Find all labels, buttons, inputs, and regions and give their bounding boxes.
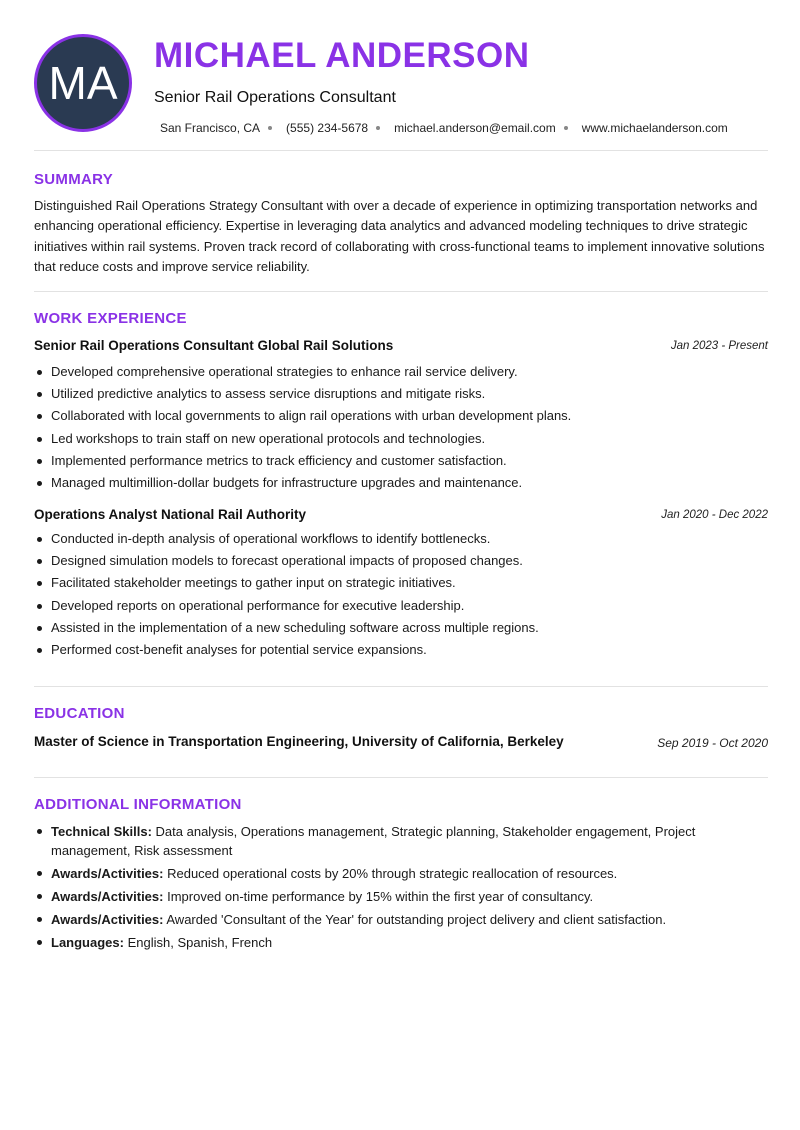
list-item: Developed reports on operational performance for executive leadership. [34, 596, 768, 618]
separator-dot-icon [268, 126, 272, 130]
education-date: Sep 2019 - Oct 2020 [657, 736, 768, 750]
education-heading: EDUCATION [34, 705, 125, 722]
resume-header [34, 34, 768, 138]
summary-text: Distinguished Rail Operations Strategy Consultant with over a decade of experience in optimizing transportation networks and enhancing operational efficiency. Expertise in leveraging data analytics and advanced modeling techniques to drive strategic initiatives within rail systems. Proven track record of collaborating with cross-functional teams to implement innovative solutions that reduce costs and improve service reliability. [34, 198, 765, 275]
candidate-title: Senior Rail Operations Consultant [154, 89, 396, 106]
additional-heading: ADDITIONAL INFORMATION [34, 796, 242, 813]
summary-heading: SUMMARY [34, 171, 114, 188]
additional-list [34, 822, 768, 956]
list-item: Developed comprehensive operational strategies to enhance rail service delivery. [34, 362, 768, 384]
list-item: Technical Skills: Data analysis, Operations management, Strategic planning, Stakeholder engagement, Project management, Risk assessment [34, 822, 768, 860]
list-item: Collaborated with local governments to align rail operations with urban development plans. [34, 406, 768, 428]
list-item: Assisted in the implementation of a new scheduling software across multiple regions. [34, 618, 768, 640]
experience-heading: WORK EXPERIENCE [34, 310, 187, 327]
job-bullets [34, 362, 768, 495]
education-entry [34, 734, 768, 752]
separator-dot-icon [376, 126, 380, 130]
candidate-name: MICHAEL ANDERSON [154, 36, 530, 75]
section-divider [34, 291, 768, 292]
list-item: Awards/Activities: Improved on-time performance by 15% within the first year of consultancy. [34, 887, 768, 906]
job-header [34, 507, 768, 525]
section-divider [34, 150, 768, 151]
list-item: Managed multimillion-dollar budgets for infrastructure upgrades and maintenance. [34, 473, 768, 495]
contact-location: San Francisco, CA [160, 121, 286, 135]
job-date: Jan 2020 - Dec 2022 [661, 509, 768, 521]
list-item: Conducted in-depth analysis of operational workflows to identify bottlenecks. [34, 529, 768, 551]
contact-website[interactable]: www.michaelanderson.com [581, 121, 728, 135]
list-item: Languages: English, Spanish, French [34, 933, 768, 952]
job-bullets [34, 529, 768, 662]
list-item: Led workshops to train staff on new operational protocols and technologies. [34, 429, 768, 451]
list-item: Awards/Activities: Reduced operational costs by 20% through strategic reallocation of resources. [34, 864, 768, 883]
separator-dot-icon [564, 126, 568, 130]
list-item: Implemented performance metrics to track efficiency and customer satisfaction. [34, 451, 768, 473]
avatar: MA [34, 34, 132, 132]
contact-phone: (555) 234-5678 [286, 121, 394, 135]
contact-email[interactable]: michael.anderson@email.com [394, 121, 582, 135]
job-role: Operations Analyst National Rail Authority [34, 507, 307, 522]
section-divider [34, 686, 768, 687]
degree: Master of Science in Transportation Engineering, University of California, Berkeley [34, 734, 564, 749]
list-item: Designed simulation models to forecast operational impacts of proposed changes. [34, 551, 768, 573]
list-item: Utilized predictive analytics to assess service disruptions and mitigate risks. [34, 384, 768, 406]
list-item: Awards/Activities: Awarded 'Consultant of the Year' for outstanding project delivery and client satisfaction. [34, 910, 768, 929]
job-role: Senior Rail Operations Consultant Global Rail Solutions [34, 338, 394, 353]
list-item: Performed cost-benefit analyses for potential service expansions. [34, 640, 768, 662]
job-date: Jan 2023 - Present [670, 340, 768, 352]
contact-line [160, 121, 728, 135]
job-header [34, 338, 768, 356]
section-divider [34, 777, 768, 778]
list-item: Facilitated stakeholder meetings to gather input on strategic initiatives. [34, 573, 768, 595]
